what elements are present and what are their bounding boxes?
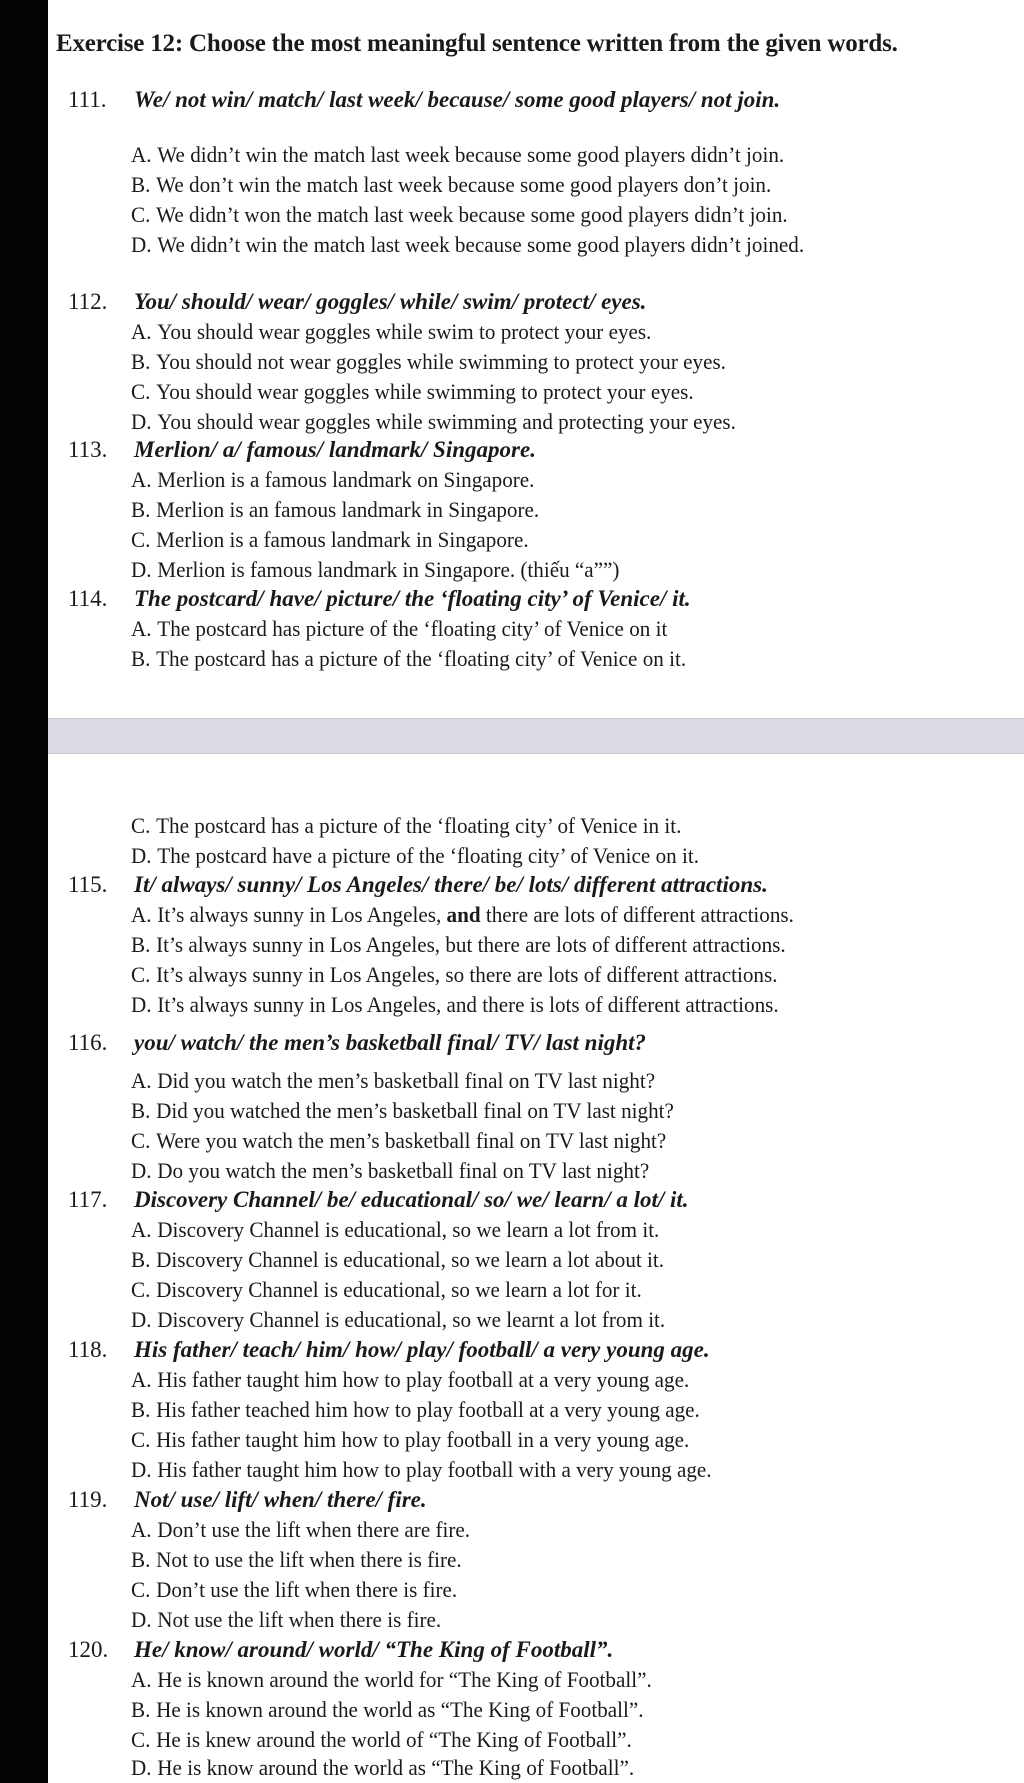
option-text: Discovery Channel is educational, so we learnt a lot from it. (157, 1307, 666, 1332)
option-text: The postcard have a picture of the ‘floating city’ of Venice on it. (157, 843, 699, 868)
option-text-end: there are lots of different attractions. (480, 902, 794, 927)
question-113-option-d[interactable] (131, 557, 619, 583)
option-letter: B. (131, 172, 151, 197)
question-112-option-c[interactable] (131, 379, 694, 405)
question-111-option-b[interactable] (131, 172, 771, 198)
option-letter: B. (131, 1098, 151, 1123)
option-text: His father taught him how to play football with a very young age. (157, 1457, 712, 1482)
question-112-header (68, 289, 646, 315)
question-111-option-d[interactable] (131, 232, 804, 258)
question-prompt: you/ watch/ the men’s basketball final/ TV/ last night? (134, 1030, 647, 1055)
option-letter: A. (131, 1517, 152, 1542)
option-text: He is known around the world for “The King of Football”. (157, 1667, 652, 1692)
option-letter: C. (131, 1427, 151, 1452)
question-117-option-c[interactable] (131, 1277, 642, 1303)
option-text: It’s always sunny in Los Angeles, so there are lots of different attractions. (156, 962, 778, 987)
option-text: We didn’t win the match last week because some good players didn’t joined. (157, 232, 805, 257)
option-letter: A. (131, 1068, 152, 1093)
question-120-option-c[interactable] (131, 1727, 632, 1753)
question-115-option-a[interactable] (131, 902, 794, 928)
option-letter: C. (131, 202, 151, 227)
option-letter: B. (131, 349, 151, 374)
option-text: Do you watch the men’s basketball final on TV last night? (157, 1158, 650, 1183)
page-break-divider (48, 718, 1024, 754)
question-number: 114. (68, 586, 108, 611)
option-text: His father teached him how to play football at a very young age. (156, 1397, 700, 1422)
question-120-option-a[interactable] (131, 1667, 652, 1693)
question-112-option-d[interactable] (131, 409, 736, 435)
question-119-option-d[interactable] (131, 1607, 441, 1633)
option-letter: B. (131, 1697, 151, 1722)
question-prompt: Discovery Channel/ be/ educational/ so/ we/ learn/ a lot/ it. (134, 1187, 689, 1212)
question-111-header (68, 87, 780, 113)
question-115-header (68, 872, 768, 898)
question-number: 120. (68, 1637, 109, 1662)
option-text: You should not wear goggles while swimming to protect your eyes. (156, 349, 726, 374)
question-113-option-b[interactable] (131, 497, 539, 523)
question-117-option-b[interactable] (131, 1247, 664, 1273)
question-119-option-a[interactable] (131, 1517, 470, 1543)
question-119-header (68, 1487, 427, 1513)
left-dark-border (0, 0, 48, 1783)
option-text: We didn’t win the match last week because some good players didn’t join. (157, 142, 785, 167)
question-118-option-b[interactable] (131, 1397, 700, 1423)
option-letter: D. (131, 1457, 152, 1482)
option-text: You should wear goggles while swimming and protecting your eyes. (157, 409, 736, 434)
question-number: 115. (68, 872, 108, 897)
option-letter: D. (131, 1307, 152, 1332)
question-115-option-d[interactable] (131, 992, 779, 1018)
option-text: Not use the lift when there is fire. (157, 1607, 442, 1632)
option-text-start: It’s always sunny in Los Angeles, (157, 902, 447, 927)
option-text: You should wear goggles while swimming to protect your eyes. (156, 379, 694, 404)
option-letter: A. (131, 616, 152, 641)
option-letter: C. (131, 1577, 151, 1602)
question-113-option-c[interactable] (131, 527, 529, 553)
question-119-option-b[interactable] (131, 1547, 462, 1573)
option-letter: D. (131, 1755, 152, 1780)
option-text: Merlion is famous landmark in Singapore. (thiếu “a””) (157, 557, 620, 582)
question-113-header (68, 437, 536, 463)
option-letter: D. (131, 557, 152, 582)
question-number: 117. (68, 1187, 108, 1212)
question-number: 113. (68, 437, 108, 462)
option-text: Merlion is an famous landmark in Singapore. (156, 497, 540, 522)
option-text: Don’t use the lift when there is fire. (156, 1577, 458, 1602)
worksheet (48, 0, 1024, 1783)
option-letter: D. (131, 1158, 152, 1183)
question-114-option-d[interactable] (131, 843, 699, 869)
option-letter: B. (131, 932, 151, 957)
question-112-option-b[interactable] (131, 349, 726, 375)
option-letter: D. (131, 843, 152, 868)
question-119-option-c[interactable] (131, 1577, 457, 1603)
option-letter: B. (131, 1397, 151, 1422)
option-letter: A. (131, 902, 152, 927)
option-text: He is know around the world as “The King of Football”. (157, 1755, 635, 1780)
option-letter: D. (131, 232, 152, 257)
question-prompt: His father/ teach/ him/ how/ play/ football/ a very young age. (134, 1337, 710, 1362)
option-letter: B. (131, 497, 151, 522)
question-111-option-a[interactable] (131, 142, 784, 168)
question-113-option-a[interactable] (131, 467, 534, 493)
option-letter: C. (131, 527, 151, 552)
option-text: His father taught him how to play football at a very young age. (157, 1367, 690, 1392)
question-number: 118. (68, 1337, 108, 1362)
question-120-option-b[interactable] (131, 1697, 644, 1723)
question-prompt: It/ always/ sunny/ Los Angeles/ there/ be/ lots/ different attractions. (134, 872, 768, 897)
option-text: We didn’t won the match last week because some good players didn’t join. (156, 202, 788, 227)
question-118-option-c[interactable] (131, 1427, 689, 1453)
option-text: Discovery Channel is educational, so we learn a lot about it. (156, 1247, 665, 1272)
question-prompt: You/ should/ wear/ goggles/ while/ swim/ protect/ eyes. (134, 289, 647, 314)
question-118-option-d[interactable] (131, 1457, 712, 1483)
question-number: 119. (68, 1487, 108, 1512)
question-number: 112. (68, 289, 108, 314)
option-letter: C. (131, 1727, 151, 1752)
option-letter: C. (131, 1128, 151, 1153)
option-letter: C. (131, 379, 151, 404)
option-letter: C. (131, 1277, 151, 1302)
option-text: Merlion is a famous landmark on Singapore. (157, 467, 535, 492)
exercise-title: Exercise 12: Choose the most meaningful sentence written from the given words. (56, 30, 898, 57)
question-116-option-d[interactable] (131, 1158, 649, 1184)
option-text: He is known around the world as “The King of Football”. (156, 1697, 644, 1722)
option-text: Did you watched the men’s basketball final on TV last night? (156, 1098, 674, 1123)
option-text: We don’t win the match last week because some good players don’t join. (156, 172, 772, 197)
option-text: The postcard has a picture of the ‘floating city’ of Venice in it. (156, 813, 682, 838)
question-prompt: Not/ use/ lift/ when/ there/ fire. (134, 1487, 427, 1512)
question-114-option-a[interactable] (131, 616, 667, 642)
question-118-header (68, 1337, 710, 1363)
option-letter: D. (131, 992, 152, 1017)
question-prompt: He/ know/ around/ world/ “The King of Football”. (134, 1637, 614, 1662)
option-text: His father taught him how to play football in a very young age. (156, 1427, 690, 1452)
option-letter: C. (131, 962, 151, 987)
question-117-option-a[interactable] (131, 1217, 659, 1243)
option-letter: D. (131, 1607, 152, 1632)
option-text: Did you watch the men’s basketball final on TV last night? (157, 1068, 656, 1093)
option-letter: B. (131, 646, 151, 671)
option-letter: B. (131, 1547, 151, 1572)
option-text: Discovery Channel is educational, so we learn a lot from it. (157, 1217, 660, 1242)
option-text: It’s always sunny in Los Angeles, but there are lots of different attractions. (156, 932, 786, 957)
option-letter: A. (131, 1217, 152, 1242)
question-114-option-b[interactable] (131, 646, 686, 672)
question-117-header (68, 1187, 689, 1213)
option-text-emphasis: and (446, 902, 481, 927)
question-111-option-c[interactable] (131, 202, 788, 228)
option-text: The postcard has a picture of the ‘floating city’ of Venice on it. (156, 646, 687, 671)
option-text: You should wear goggles while swim to protect your eyes. (157, 319, 652, 344)
option-text: The postcard has picture of the ‘floating city’ of Venice on it (157, 616, 668, 641)
question-number: 111. (68, 87, 107, 112)
question-115-option-c[interactable] (131, 962, 777, 988)
question-prompt: The postcard/ have/ picture/ the ‘floating city’ of Venice/ it. (134, 586, 691, 611)
option-text: Don’t use the lift when there are fire. (157, 1517, 471, 1542)
question-116-option-a[interactable] (131, 1068, 655, 1094)
option-letter: A. (131, 1367, 152, 1392)
question-prompt: Merlion/ a/ famous/ landmark/ Singapore. (134, 437, 536, 462)
option-letter: D. (131, 409, 152, 434)
question-120-header (68, 1637, 613, 1663)
option-text: Not to use the lift when there is fire. (156, 1547, 462, 1572)
question-117-option-d[interactable] (131, 1307, 665, 1333)
option-text: It’s always sunny in Los Angeles, and there is lots of different attractions. (157, 992, 779, 1017)
question-114-header (68, 586, 691, 612)
question-112-option-a[interactable] (131, 319, 651, 345)
question-number: 116. (68, 1030, 108, 1055)
question-116-header (68, 1030, 646, 1056)
question-120-option-d[interactable] (131, 1755, 634, 1781)
question-116-option-c[interactable] (131, 1128, 666, 1154)
option-text: Were you watch the men’s basketball final on TV last night? (156, 1128, 667, 1153)
question-114-option-c[interactable] (131, 813, 681, 839)
option-letter: A. (131, 467, 152, 492)
option-text: Discovery Channel is educational, so we learn a lot for it. (156, 1277, 642, 1302)
option-text: Merlion is a famous landmark in Singapore. (156, 527, 529, 552)
option-letter: A. (131, 142, 152, 167)
question-prompt: We/ not win/ match/ last week/ because/ some good players/ not join. (134, 87, 781, 112)
option-text: He is knew around the world of “The King of Football”. (156, 1727, 632, 1752)
question-116-option-b[interactable] (131, 1098, 674, 1124)
option-letter: C. (131, 813, 151, 838)
option-letter: A. (131, 319, 152, 344)
option-letter: B. (131, 1247, 151, 1272)
question-115-option-b[interactable] (131, 932, 786, 958)
option-letter: A. (131, 1667, 152, 1692)
question-118-option-a[interactable] (131, 1367, 689, 1393)
